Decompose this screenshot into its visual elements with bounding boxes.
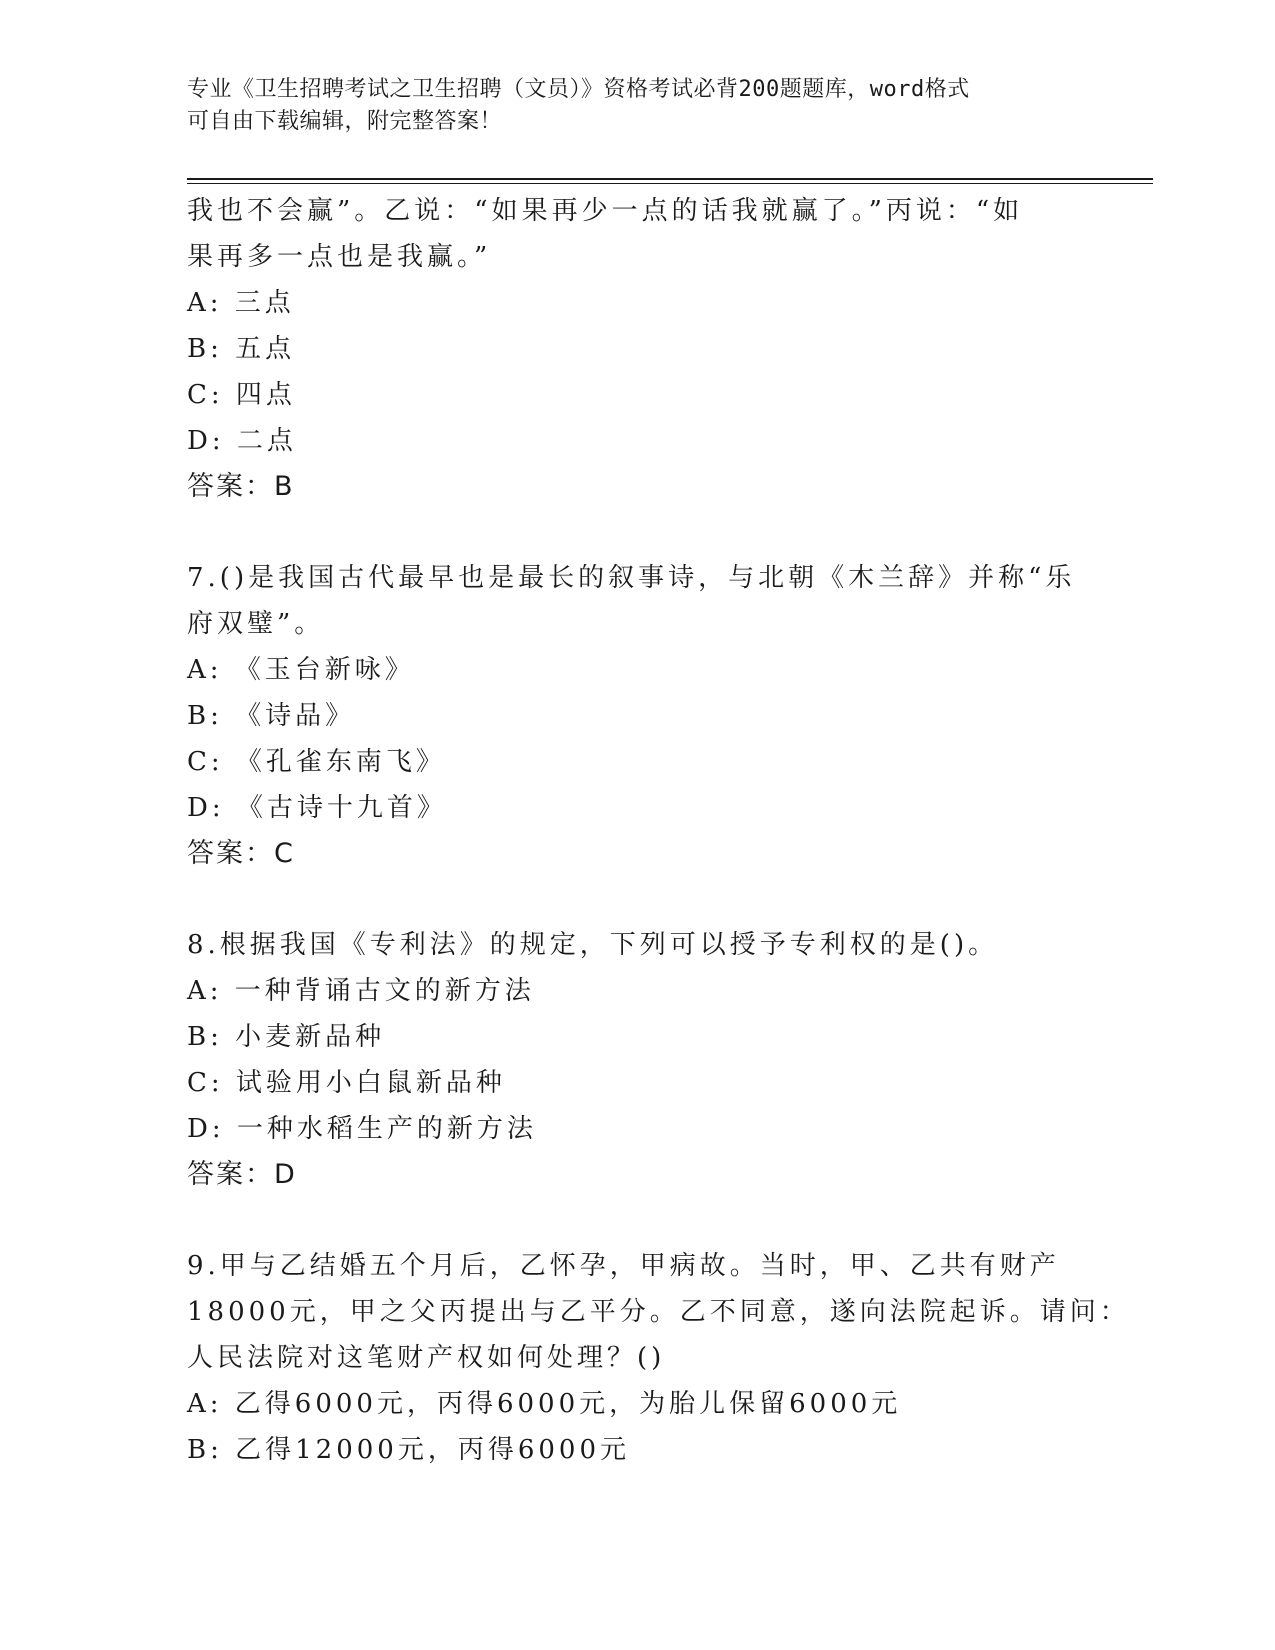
option-a: A: 三点 [187, 288, 295, 318]
question-text-line: 果再多一点也是我赢。” [187, 242, 492, 272]
question-text-line: 9.甲与乙结婚五个月后，乙怀孕，甲病故。当时，甲、乙共有财产 [187, 1251, 1060, 1281]
question-text-line: 我也不会赢”。乙说：“如果再少一点的话我就赢了。”丙说：“如 [187, 196, 1024, 226]
question-6-continuation [187, 188, 1087, 510]
option-b: B: 《诗品》 [187, 701, 356, 731]
question-spacer [187, 877, 1087, 922]
option-b: B: 五点 [187, 334, 296, 364]
option-a: A: 一种背诵古文的新方法 [187, 976, 535, 1006]
question-text-line: 18000元，甲之父丙提出与乙平分。乙不同意，遂向法院起诉。请问： [187, 1297, 1130, 1327]
option-c: C: 四点 [187, 380, 296, 410]
question-text-line: 府双璧”。 [187, 609, 325, 639]
option-d: D: 《古诗十九首》 [187, 793, 447, 823]
option-b: B: 乙得12000元，丙得6000元 [187, 1435, 631, 1465]
answer-line: 答案：B [187, 471, 295, 502]
header-rule-thin [187, 183, 1153, 184]
option-c: C: 《孔雀东南飞》 [187, 747, 446, 777]
question-7 [187, 555, 1087, 877]
option-b: B: 小麦新品种 [187, 1022, 386, 1052]
answer-line: 答案：D [187, 1159, 297, 1190]
answer-line: 答案：C [187, 838, 295, 869]
question-text-line: 7.()是我国古代最早也是最长的叙事诗，与北朝《木兰辞》并称“乐 [187, 563, 1076, 593]
option-a: A: 《玉台新咏》 [187, 655, 415, 685]
option-d: D: 一种水稻生产的新方法 [187, 1114, 537, 1144]
option-c: C: 试验用小白鼠新品种 [187, 1068, 506, 1098]
question-spacer [187, 510, 1087, 555]
question-8 [187, 922, 1087, 1198]
option-d: D: 二点 [187, 426, 297, 456]
question-text-line: 8.根据我国《专利法》的规定，下列可以授予专利权的是()。 [187, 930, 999, 960]
question-text-line: 人民法院对这笔财产权如何处理？() [187, 1343, 666, 1373]
question-list [187, 188, 1130, 1473]
question-spacer [187, 1198, 1087, 1243]
header-rule-thick [187, 178, 1153, 180]
header-line-1: 专业《卫生招聘考试之卫生招聘（文员）》资格考试必背200题题库，word格式 [187, 77, 970, 102]
document-header [187, 74, 1087, 138]
header-line-2: 可自由下载编辑，附完整答案！ [187, 109, 503, 134]
question-9 [187, 1243, 1130, 1473]
option-a: A: 乙得6000元，丙得6000元，为胎儿保留6000元 [187, 1389, 902, 1419]
